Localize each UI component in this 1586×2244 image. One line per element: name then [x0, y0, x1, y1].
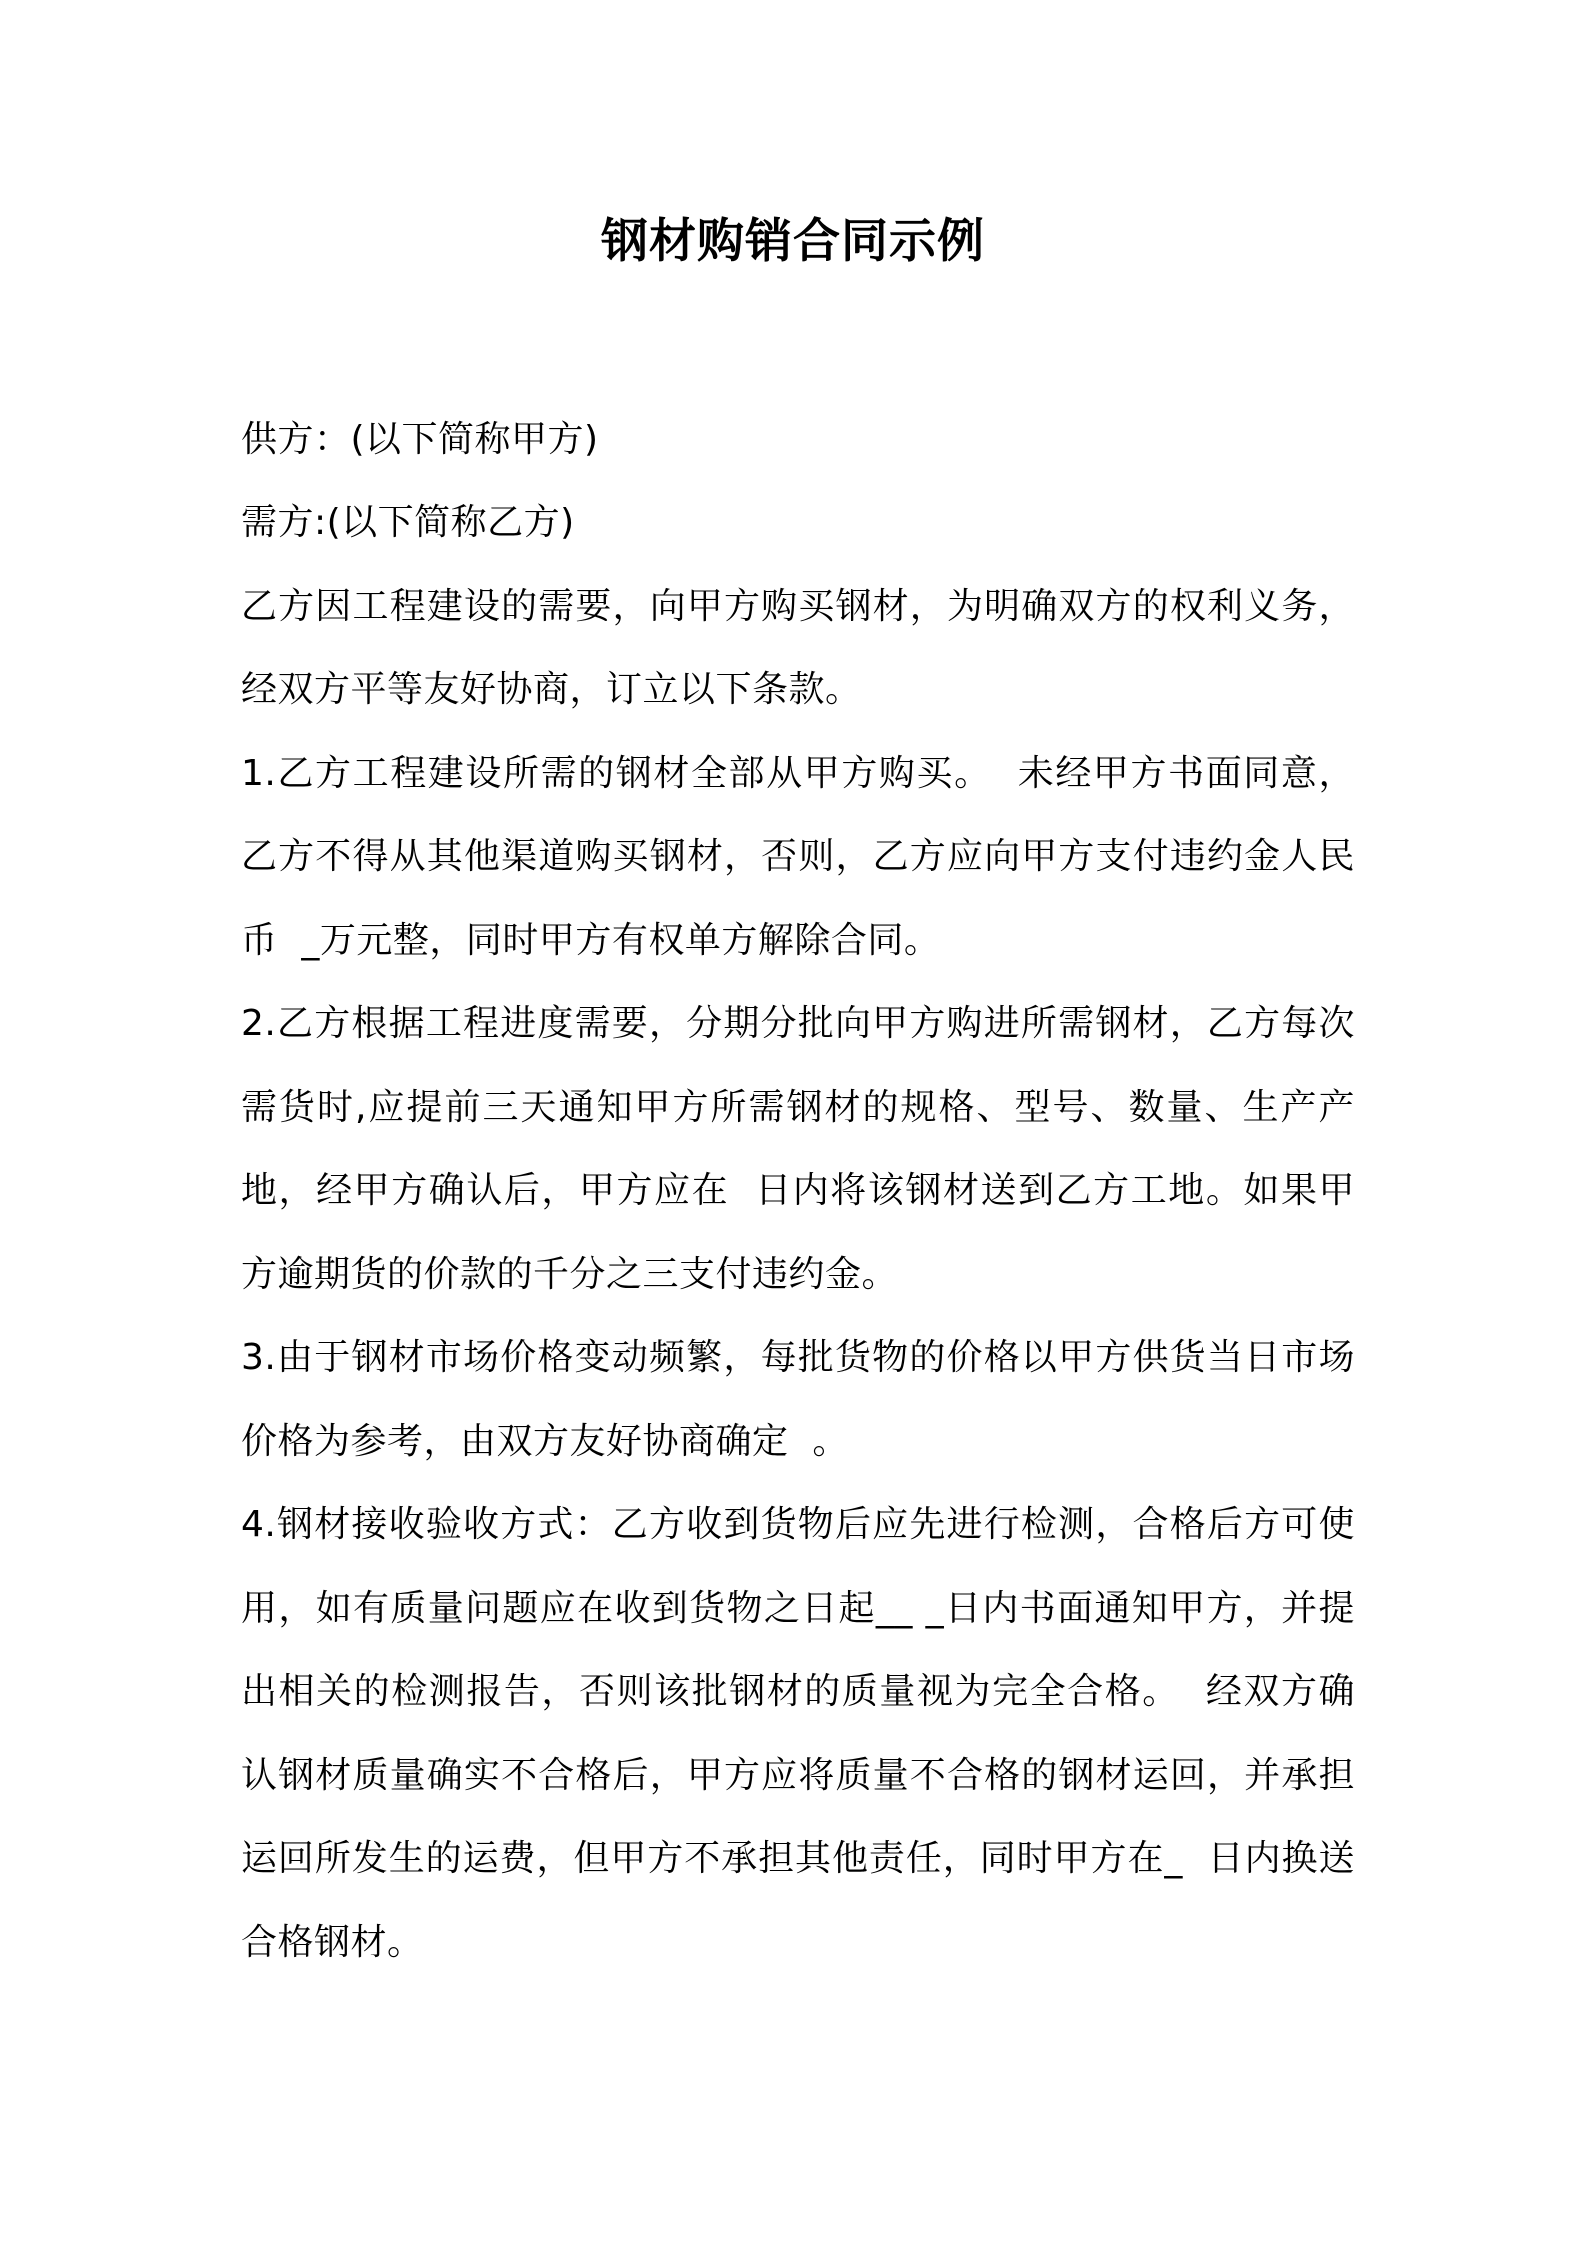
clause-4-line-3: 出相关的检测报告，否则该批钢材的质量视为完全合格。 经双方确	[241, 1671, 1355, 1712]
clause-1-line-3: 币 _万元整，同时甲方有权单方解除合同。	[241, 920, 941, 961]
clause-4-line-2: 用，如有质量问题应在收到货物之日起__ _日内书面通知甲方，并提	[241, 1588, 1355, 1629]
buyer-line: 需方:(以下简称乙方)	[241, 502, 575, 543]
clause-4-line-1: 4.钢材接收验收方式：乙方收到货物后应先进行检测，合格后方可使	[241, 1504, 1355, 1545]
clause-1-line-1: 1.乙方工程建设所需的钢材全部从甲方购买。 未经甲方书面同意，	[241, 753, 1355, 794]
clause-4-line-6: 合格钢材。	[241, 1922, 424, 1963]
clause-3-line-1: 3.由于钢材市场价格变动频繁，每批货物的价格以甲方供货当日市场	[241, 1337, 1355, 1378]
clause-1-line-2: 乙方不得从其他渠道购买钢材，否则，乙方应向甲方支付违约金人民	[241, 836, 1355, 877]
document-title: 钢材购销合同示例	[601, 214, 985, 269]
clause-2-line-4: 方逾期货的价款的千分之三支付违约金。	[241, 1254, 899, 1295]
preamble-line-1: 乙方因工程建设的需要，向甲方购买钢材，为明确双方的权利义务，	[241, 586, 1355, 627]
clause-3-line-2: 价格为参考，由双方友好协商确定 。	[241, 1421, 849, 1462]
clause-4-line-4: 认钢材质量确实不合格后，甲方应将质量不合格的钢材运回，并承担	[241, 1755, 1355, 1796]
preamble-line-2: 经双方平等友好协商，订立以下条款。	[241, 669, 862, 710]
clause-2-line-3: 地，经甲方确认后，甲方应在 日内将该钢材送到乙方工地。如果甲	[241, 1170, 1355, 1211]
clause-2-line-1: 2.乙方根据工程进度需要，分期分批向甲方购进所需钢材，乙方每次	[241, 1003, 1355, 1044]
clause-4-line-5: 运回所发生的运费，但甲方不承担其他责任，同时甲方在_ 日内换送	[241, 1838, 1355, 1879]
clause-2-line-2: 需货时,应提前三天通知甲方所需钢材的规格、型号、数量、生产产	[241, 1087, 1355, 1128]
supplier-line: 供方：(以下简称甲方)	[241, 419, 599, 460]
